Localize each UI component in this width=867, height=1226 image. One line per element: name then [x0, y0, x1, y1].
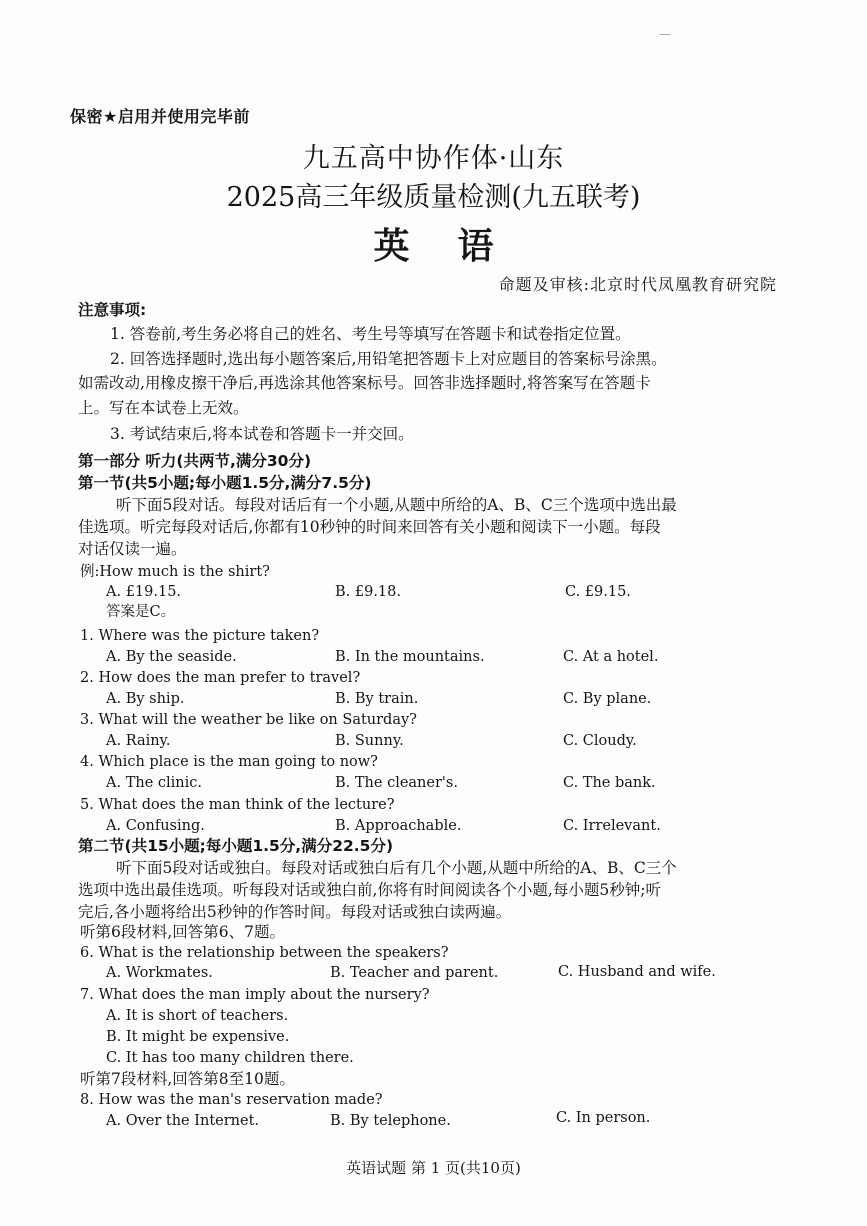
- q1-option-a: A. By the seaside.: [106, 649, 237, 665]
- notice-item-3: 3. 考试结束后,将本试卷和答题卡一并交回。: [110, 425, 414, 443]
- question-2: 2. How does the man prefer to travel?: [80, 670, 361, 686]
- notice-item-2-cont: 如需改动,用橡皮擦干净后,再选涂其他答案标号。回答非选择题时,将答案写在答题卡: [78, 374, 651, 392]
- q6-option-c: C. Husband and wife.: [558, 964, 716, 980]
- section2-heading: 第二节(共15小题;每小题1.5分,满分22.5分): [78, 837, 394, 855]
- q3-option-b: B. Sunny.: [335, 733, 404, 749]
- material-7-note: 听第7段材料,回答第8至10题。: [80, 1070, 295, 1088]
- notice-heading: 注意事项:: [78, 301, 147, 319]
- q5-option-c: C. Irrelevant.: [563, 818, 661, 834]
- section1-instructions-cont: 佳选项。听完每段对话后,你都有10秒钟的时间来回答有关小题和阅读下一小题。每段: [78, 518, 661, 536]
- author-line: 命题及审核:北京时代凤凰教育研究院: [498, 275, 777, 294]
- subject-title: 英语: [373, 226, 542, 267]
- material-6-note: 听第6段材料,回答第6、7题。: [80, 923, 286, 941]
- q7-option-c: C. It has too many children there.: [106, 1050, 354, 1066]
- notice-item-1: 1. 答卷前,考生务必将自己的姓名、考生号等填写在答题卡和试卷指定位置。: [110, 325, 631, 343]
- q2-option-b: B. By train.: [335, 691, 419, 707]
- q6-option-b: B. Teacher and parent.: [330, 965, 499, 981]
- exam-title: 2025高三年级质量检测(九五联考): [226, 182, 641, 213]
- q2-option-a: A. By ship.: [106, 691, 185, 707]
- example-answer: 答案是C。: [106, 604, 176, 620]
- exam-organizer-title: 九五高中协作体·山东: [302, 143, 565, 174]
- question-7: 7. What does the man imply about the nursery?: [80, 987, 430, 1003]
- page-footer: 英语试题 第 1 页(共10页): [346, 1159, 521, 1177]
- q1-option-b: B. In the mountains.: [335, 649, 485, 665]
- section1-instructions-end: 对话仅读一遍。: [78, 540, 187, 558]
- section2-instructions-end: 完后,各小题将给出5秒钟的作答时间。每段对话或独白读两遍。: [78, 903, 512, 921]
- scan-mark: [660, 34, 670, 35]
- section1-instructions: 听下面5段对话。每段对话后有一个小题,从题中所给的A、B、C三个选项中选出最: [116, 496, 677, 514]
- section2-instructions: 听下面5段对话或独白。每段对话或独白后有几个小题,从题中所给的A、B、C三个: [116, 859, 677, 877]
- example-question: 例:How much is the shirt?: [80, 564, 270, 580]
- example-option-c: C. £9.15.: [565, 584, 631, 600]
- question-1: 1. Where was the picture taken?: [80, 628, 320, 644]
- q8-option-b: B. By telephone.: [330, 1113, 451, 1129]
- example-option-a: A. £19.15.: [106, 584, 182, 600]
- q4-option-b: B. The cleaner's.: [335, 775, 458, 791]
- q7-option-a: A. It is short of teachers.: [106, 1008, 289, 1024]
- question-4: 4. Which place is the man going to now?: [80, 754, 378, 770]
- q8-option-a: A. Over the Internet.: [106, 1113, 260, 1129]
- q7-option-b: B. It might be expensive.: [106, 1029, 290, 1045]
- example-option-b: B. £9.18.: [335, 584, 401, 600]
- q4-option-a: A. The clinic.: [106, 775, 202, 791]
- q5-option-b: B. Approachable.: [335, 818, 462, 834]
- notice-item-2: 2. 回答选择题时,选出每小题答案后,用铅笔把答题卡上对应题目的答案标号涂黑。: [110, 350, 667, 368]
- q2-option-c: C. By plane.: [563, 691, 652, 707]
- q1-option-c: C. At a hotel.: [563, 649, 659, 665]
- question-3: 3. What will the weather be like on Saturday?: [80, 712, 417, 728]
- part1-heading: 第一部分 听力(共两节,满分30分): [78, 452, 312, 470]
- section2-instructions-cont: 选项中选出最佳选项。听每段对话或独白前,你将有时间阅读各个小题,每小题5秒钟;听: [78, 881, 661, 899]
- q3-option-a: A. Rainy.: [106, 733, 171, 749]
- section1-heading: 第一节(共5小题;每小题1.5分,满分7.5分): [78, 474, 372, 492]
- q8-option-c: C. In person.: [556, 1110, 651, 1126]
- notice-item-2-end: 上。写在本试卷上无效。: [78, 399, 249, 417]
- question-6: 6. What is the relationship between the speakers?: [80, 945, 449, 961]
- confidential-label: 保密★启用并使用完毕前: [70, 107, 250, 126]
- q4-option-c: C. The bank.: [563, 775, 656, 791]
- q3-option-c: C. Cloudy.: [563, 733, 637, 749]
- question-5: 5. What does the man think of the lecture?: [80, 797, 395, 813]
- question-8: 8. How was the man's reservation made?: [80, 1092, 383, 1108]
- q6-option-a: A. Workmates.: [106, 965, 213, 981]
- q5-option-a: A. Confusing.: [106, 818, 205, 834]
